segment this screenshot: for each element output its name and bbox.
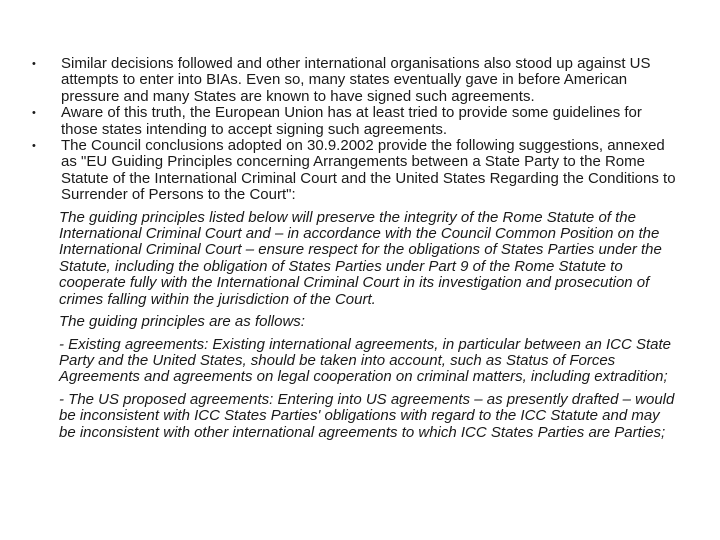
principle-us-proposed-agreements: - The US proposed agreements: Entering into US agreements – as presently drafted – would be inconsistent with ICC States Parties' obligations with regard to the ICC Statute and may be inconsistent with other international agreements to which ICC States Parties are Parties; [59, 390, 675, 441]
principle-existing-agreements: - Existing agreements: Existing international agreements, in particular between an ICC State Party and the United States, should be taken into account, such as Status of Forces Agreements and agreements on legal cooperation on criminal matters, including extradition; [59, 335, 671, 386]
slide-body [30, 56, 678, 441]
bullet-icon: • [32, 140, 36, 153]
quote-intro: The guiding principles listed below will preserve the integrity of the Rome Statute of the International Criminal Court and – in accordance with the Council Common Position on the International Criminal Court – ensure respect for the obligations of States Parties under the Statute, including the obligation of States Parties under Part 9 of the Rome Statute to cooperate fully with the International Criminal Court in its investigation and prosecution of crimes falling within the jurisdiction of the Court. [59, 208, 662, 308]
bullet-item [30, 56, 678, 105]
bullet-text: Similar decisions followed and other international organisations also stood up against US attempts to enter into BIAs. Even so, many states eventually gave in before American pressure and many States are known to have signed such agreements. [61, 55, 651, 105]
principles-intro: The guiding principles are as follows: [59, 313, 305, 331]
bullet-item [30, 138, 678, 204]
bullet-text: The Council conclusions adopted on 30.9.2002 provide the following suggestions, annexed as "EU Guiding Principles concerning Arrangements between a State Party to the Rome Statute of the International Criminal Court and the United States Regarding the Conditions to Surrender of Persons to the Court": [61, 137, 676, 204]
bullet-icon: • [32, 107, 36, 120]
bullet-icon: • [32, 58, 36, 70]
bullet-item [30, 105, 678, 138]
quoted-principles [30, 210, 678, 441]
bullet-text: Aware of this truth, the European Union has at least tried to provide some guidelines for those states intending to accept signing such agreements. [61, 104, 642, 138]
